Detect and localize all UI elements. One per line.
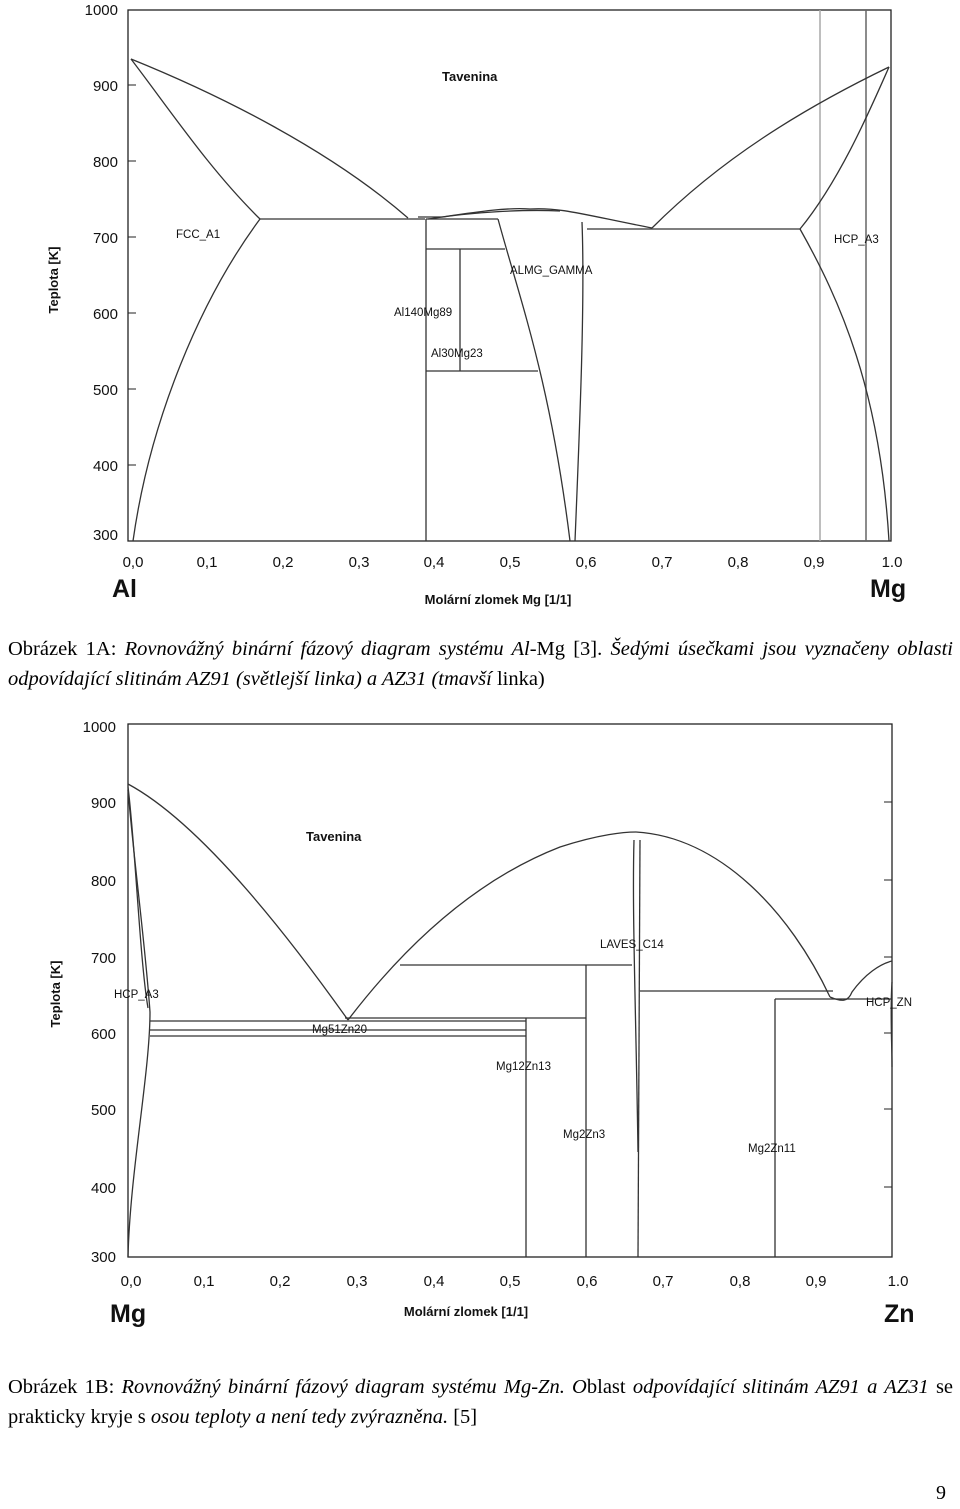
- x-tick-label: 1.0: [887, 1273, 909, 1290]
- x-tick-label: 0,4: [423, 1273, 445, 1290]
- phase-label-mg12zn13: Mg12Zn13: [496, 1061, 551, 1073]
- y-tick-label: 1000: [82, 719, 116, 736]
- phase-label-hcp-zn: HCP_ZN: [866, 997, 913, 1009]
- left-element-label: Al: [112, 575, 137, 603]
- x-tick-label: 0,5: [499, 554, 521, 571]
- y-tick-label: 900: [90, 795, 116, 812]
- y-tick-label: 300: [92, 527, 118, 544]
- caption-text: se prakticky kryje s: [8, 1376, 954, 1428]
- caption-text: -Mg [3].: [529, 638, 611, 660]
- caption-text: osou teploty a není tedy zvýrazněna.: [150, 1406, 454, 1428]
- y-tick-label: 1000: [84, 2, 118, 19]
- phase-label-hcp: HCP_A3: [834, 234, 879, 246]
- x-tick-label: 0,4: [423, 554, 445, 571]
- y-tick-label: 500: [92, 382, 118, 399]
- y-tick-label: 400: [92, 458, 118, 475]
- x-tick-label: 0,2: [269, 1273, 291, 1290]
- y-tick-label: 300: [90, 1249, 116, 1266]
- phase-label-fcc: FCC_A1: [176, 229, 221, 241]
- phase-label-al30mg23: Al30Mg23: [431, 348, 483, 360]
- caption-text: Šedými úsečkami jsou vyznačeny oblasti odpovídající slitinám AZ91 (světlejší linka) a AZ31 (tmavší: [8, 638, 954, 690]
- y-tick-label: 700: [92, 230, 118, 247]
- caption-text: blast: [586, 1376, 633, 1398]
- phase-diagram-mg-zn: [0, 712, 960, 1337]
- liquid-label: Tavenina: [306, 829, 362, 844]
- y-tick-label: 800: [90, 873, 116, 890]
- x-tick-label: 0,7: [652, 1273, 674, 1290]
- x-tick-label: 0,1: [196, 554, 218, 571]
- x-tick-label: 0,2: [272, 554, 294, 571]
- phase-boundaries: [131, 59, 889, 541]
- x-tick-label: 0,6: [576, 1273, 598, 1290]
- phase-label-mg2zn3: Mg2Zn3: [563, 1129, 606, 1141]
- caption-text: odpovídající slitinám AZ91 a AZ31: [632, 1376, 936, 1398]
- x-tick-label: 0,5: [499, 1273, 521, 1290]
- caption-text: [5]: [453, 1406, 478, 1428]
- x-tick-label: 0,1: [193, 1273, 215, 1290]
- x-tick-label: 0,3: [348, 554, 370, 571]
- caption-lead: Obrázek 1A:: [8, 638, 125, 660]
- x-axis-title: Molární zlomek [1/1]: [403, 1304, 529, 1319]
- phase-label-al140mg89: Al140Mg89: [394, 307, 453, 319]
- phase-diagram-al-mg: [0, 0, 960, 615]
- right-element-label: Mg: [870, 575, 907, 603]
- caption-text: Rovnovážný binární fázový diagram systému Mg-Zn. O: [121, 1376, 587, 1398]
- phase-label-mg51zn20: Mg51Zn20: [312, 1024, 367, 1036]
- caption-lead: Obrázek 1B:: [8, 1376, 122, 1398]
- phase-label-laves: LAVES_C14: [600, 939, 664, 951]
- y-tick-label: 700: [90, 950, 116, 967]
- x-tick-label: 0,7: [651, 554, 673, 571]
- y-tick-label: 500: [90, 1102, 116, 1119]
- phase-label-mg2zn11: Mg2Zn11: [748, 1143, 796, 1155]
- x-tick-label: 0,8: [729, 1273, 751, 1290]
- y-tick-label: 800: [92, 154, 118, 171]
- y-tick-label: 400: [90, 1180, 116, 1197]
- page-number: 9: [936, 1482, 946, 1504]
- y-axis-title: Teplota [K]: [46, 246, 61, 314]
- x-tick-label: 0,6: [575, 554, 597, 571]
- x-tick-label: 0,0: [122, 554, 144, 571]
- phase-label-hcp-a3: HCP_A3: [114, 989, 159, 1001]
- phase-boundaries: [128, 784, 892, 1257]
- y-tick-label: 600: [90, 1026, 116, 1043]
- x-tick-label: 0,0: [120, 1273, 142, 1290]
- phase-label-almg-gamma: ALMG_GAMMA: [510, 265, 593, 277]
- liquid-label: Tavenina: [442, 69, 498, 84]
- y-tick-label: 900: [92, 78, 118, 95]
- figure-1a-caption: [8, 634, 953, 694]
- x-tick-label: 0,9: [803, 554, 825, 571]
- x-axis-title: Molární zlomek Mg [1/1]: [424, 592, 572, 607]
- caption-text: linka): [491, 668, 545, 690]
- figure-1b-caption: [8, 1372, 953, 1432]
- x-tick-label: 1.0: [881, 554, 903, 571]
- x-tick-label: 0,8: [727, 554, 749, 571]
- x-tick-label: 0,3: [346, 1273, 368, 1290]
- x-tick-label: 0,9: [805, 1273, 827, 1290]
- y-axis-title: Teplota [K]: [48, 960, 63, 1028]
- left-element-label: Mg: [110, 1300, 147, 1328]
- caption-text: Rovnovážný binární fázový diagram systému Al: [124, 638, 530, 660]
- right-element-label: Zn: [884, 1300, 915, 1328]
- y-tick-label: 600: [92, 306, 118, 323]
